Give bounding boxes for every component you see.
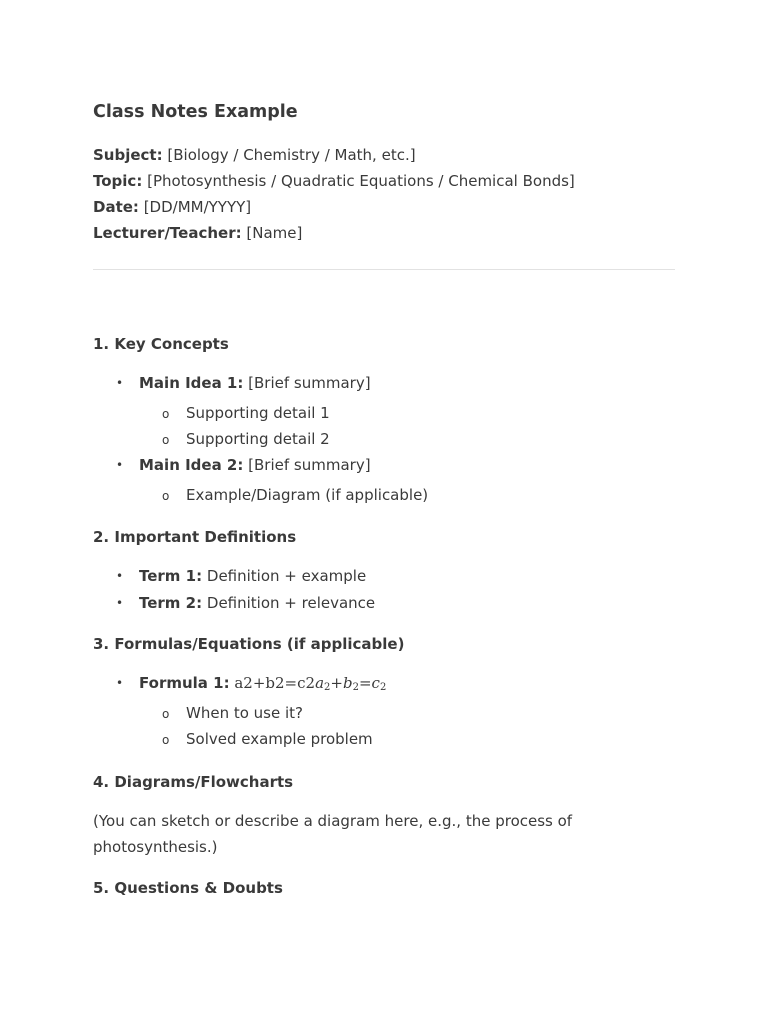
item-term: Main Idea 2: [139, 456, 244, 474]
sub-bullet-icon: o [162, 407, 170, 421]
item-term: Term 1: [139, 567, 203, 585]
horizontal-divider [93, 269, 675, 270]
item-text: Definition + relevance [206, 594, 376, 612]
item-text: [Brief summary] [248, 374, 371, 392]
meta-value: [Photosynthesis / Quadratic Equations / Chemical Bonds] [147, 172, 575, 190]
metadata-block [93, 142, 575, 246]
formula-expression: $a2+b2=c2a_2+b_2=c_2$ [234, 674, 387, 693]
meta-date [93, 194, 575, 220]
meta-subject [93, 142, 575, 168]
sub-item-text: Supporting detail 2 [186, 430, 330, 448]
meta-label: Topic: [93, 172, 143, 190]
item-text: Definition + example [206, 567, 367, 585]
meta-label: Date: [93, 198, 139, 216]
bullet-icon: • [116, 458, 124, 472]
bullet-icon: • [116, 569, 124, 583]
sub-item-text: Solved example problem [186, 730, 373, 748]
section-heading-definitions: 2. Important Definitions [93, 528, 297, 546]
sub-bullet-icon: o [162, 489, 170, 503]
meta-lecturer [93, 220, 575, 246]
item-text: [Brief summary] [248, 456, 371, 474]
section-heading-questions: 5. Questions & Doubts [93, 879, 283, 897]
sub-bullet-icon: o [162, 433, 170, 447]
meta-value: [DD/MM/YYYY] [143, 198, 252, 216]
sub-item-text: Example/Diagram (if applicable) [186, 486, 429, 504]
document-title: Class Notes Example [93, 102, 298, 122]
bullet-icon: • [116, 596, 124, 610]
formula-plain: a2+b2=c2 [234, 674, 316, 692]
meta-value: [Name] [246, 224, 303, 242]
item-term: Term 2: [139, 594, 203, 612]
sub-bullet-icon: o [162, 733, 170, 747]
sub-bullet-icon: o [162, 707, 170, 721]
meta-topic [93, 168, 575, 194]
section-heading-key-concepts: 1. Key Concepts [93, 335, 229, 353]
sub-item-text: Supporting detail 1 [186, 404, 330, 422]
bullet-icon: • [116, 676, 124, 690]
meta-label: Lecturer/Teacher: [93, 224, 242, 242]
diagram-description: (You can sketch or describe a diagram here, e.g., the process of photosynthesis.) [93, 812, 573, 856]
item-term: Main Idea 1: [139, 374, 244, 392]
section-heading-formulas: 3. Formulas/Equations (if applicable) [93, 635, 405, 653]
meta-label: Subject: [93, 146, 163, 164]
bullet-icon: • [116, 376, 124, 390]
item-term: Formula 1: [139, 674, 230, 692]
section-heading-diagrams: 4. Diagrams/Flowcharts [93, 773, 294, 791]
meta-value: [Biology / Chemistry / Math, etc.] [167, 146, 416, 164]
sub-item-text: When to use it? [186, 704, 303, 722]
